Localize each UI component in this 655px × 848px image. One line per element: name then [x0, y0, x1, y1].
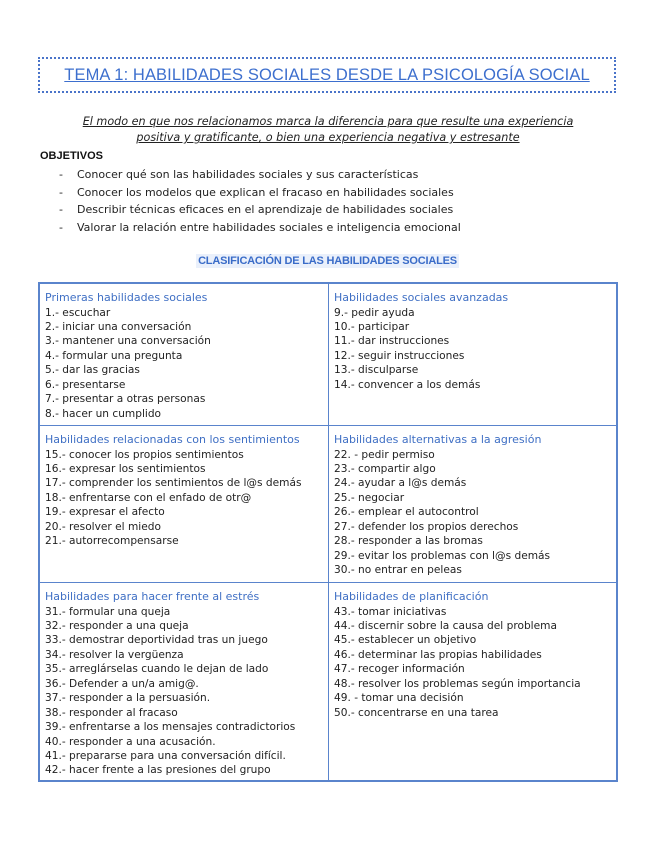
objectives-heading: OBJETIVOS [40, 150, 103, 162]
list-item: 7.- presentar a otras personas [45, 393, 206, 406]
skills-list [45, 605, 323, 778]
list-item: 24.- ayudar a l@s demás [334, 477, 467, 490]
list-item: 44.- discernir sobre la causa del problema [334, 619, 557, 632]
classification-heading: CLASIFICACIÓN DE LAS HABILIDADES SOCIALES [198, 255, 457, 267]
cell-title: Habilidades de planificación [334, 590, 489, 603]
list-item: 3.- mantener una conversación [45, 335, 211, 348]
list-item: 14.- convencer a los demás [334, 378, 481, 391]
skills-cell-primeras [40, 284, 329, 426]
page-title: TEMA 1: HABILIDADES SOCIALES DESDE LA PSICOLOGÍA SOCIAL [64, 65, 590, 84]
list-item: 40.- responder a una acusación. [45, 735, 216, 748]
cell-title: Habilidades sociales avanzadas [334, 291, 509, 304]
skills-table [38, 282, 618, 782]
list-item: 4.- formular una pregunta [45, 349, 183, 362]
list-item: 5.- dar las gracias [45, 364, 140, 377]
cell-title: Habilidades para hacer frente al estrés [45, 590, 260, 603]
list-item: 38.- responder al fracaso [45, 706, 178, 719]
list-item: 10.- participar [334, 320, 410, 333]
list-item: 11.- dar instrucciones [334, 335, 450, 348]
list-item: 49. - tomar una decisión [334, 692, 464, 705]
list-item: 12.- seguir instrucciones [334, 349, 465, 362]
list-item: 41.- prepararse para una conversación difícil. [45, 750, 286, 763]
skills-list [334, 448, 611, 578]
list-item: 18.- enfrentarse con el enfado de otr@ [45, 491, 252, 504]
list-item: 23.- compartir algo [334, 462, 436, 475]
list-item: 43.- tomar iniciativas [334, 605, 447, 618]
list-item: 39.- enfrentarse a los mensajes contradictorios [45, 721, 296, 734]
skills-cell-avanzadas [329, 284, 616, 426]
list-item: 30.- no entrar en peleas [334, 564, 462, 577]
cell-title: Habilidades relacionadas con los sentimientos [45, 433, 300, 446]
skills-cell-planificacion [329, 583, 616, 780]
list-item: 19.- expresar el afecto [45, 506, 165, 519]
list-item: 21.- autorrecompensarse [45, 535, 179, 548]
skills-list [334, 605, 611, 721]
intro-text: El modo en que nos relacionamos marca la diferencia para que resulte una experiencia positiva y gratificante, o bien una experiencia negativa y estresante [82, 115, 574, 144]
list-item: 46.- determinar las propias habilidades [334, 648, 542, 661]
cell-title: Primeras habilidades sociales [45, 291, 208, 304]
list-item: 6.- presentarse [45, 378, 126, 391]
objective-item: - Describir técnicas eficaces en el aprendizaje de habilidades sociales [40, 201, 461, 219]
bullet-dash: - [59, 203, 63, 216]
title-box [38, 57, 616, 93]
list-item: 25.- negociar [334, 491, 405, 504]
skills-list [45, 448, 323, 549]
bullet-dash: - [59, 168, 63, 181]
list-item: 9.- pedir ayuda [334, 306, 415, 319]
list-item: 15.- conocer los propios sentimientos [45, 448, 244, 461]
list-item: 17.- comprender los sentimientos de l@s demás [45, 477, 302, 490]
list-item: 2.- iniciar una conversación [45, 320, 192, 333]
list-item: 31.- formular una queja [45, 605, 171, 618]
list-item: 34.- resolver la vergüenza [45, 648, 184, 661]
list-item: 33.- demostrar deportividad tras un juego [45, 634, 268, 647]
cell-title: Habilidades alternativas a la agresión [334, 433, 542, 446]
list-item: 26.- emplear el autocontrol [334, 506, 479, 519]
skills-cell-estres [40, 583, 329, 780]
list-item: 50.- concentrarse en una tarea [334, 706, 499, 719]
objective-item: - Valorar la relación entre habilidades sociales e inteligencia emocional [40, 219, 461, 237]
list-item: 13.- disculparse [334, 364, 419, 377]
list-item: 42.- hacer frente a las presiones del grupo [45, 764, 271, 777]
list-item: 1.- escuchar [45, 306, 111, 319]
list-item: 20.- resolver el miedo [45, 520, 161, 533]
objective-item: - Conocer qué son las habilidades sociales y sus características [40, 166, 461, 184]
list-item: 16.- expresar los sentimientos [45, 462, 206, 475]
list-item: 32.- responder a una queja [45, 619, 189, 632]
list-item: 22. - pedir permiso [334, 448, 435, 461]
objectives-list [40, 166, 461, 236]
list-item: 27.- defender los propios derechos [334, 520, 519, 533]
bullet-dash: - [59, 185, 63, 199]
classification-heading-row [0, 249, 655, 268]
objective-item: - Conocer los modelos que explican el fracaso en habilidades sociales [40, 184, 461, 202]
list-item: 36.- Defender a un/a amig@. [45, 677, 199, 690]
list-item: 8.- hacer un cumplido [45, 407, 162, 420]
list-item: 45.- establecer un objetivo [334, 634, 477, 647]
skills-list [45, 306, 323, 422]
skills-cell-sentimientos [40, 426, 329, 583]
list-item: 28.- responder a las bromas [334, 535, 483, 548]
skills-list [334, 306, 611, 393]
list-item: 29.- evitar los problemas con l@s demás [334, 549, 551, 562]
skills-cell-agresion [329, 426, 616, 583]
list-item: 47.- recoger información [334, 663, 465, 676]
list-item: 48.- resolver los problemas según importancia [334, 677, 581, 690]
bullet-dash: - [59, 220, 63, 234]
list-item: 35.- arreglárselas cuando le dejan de lado [45, 663, 269, 676]
list-item: 37.- responder a la persuasión. [45, 692, 211, 705]
